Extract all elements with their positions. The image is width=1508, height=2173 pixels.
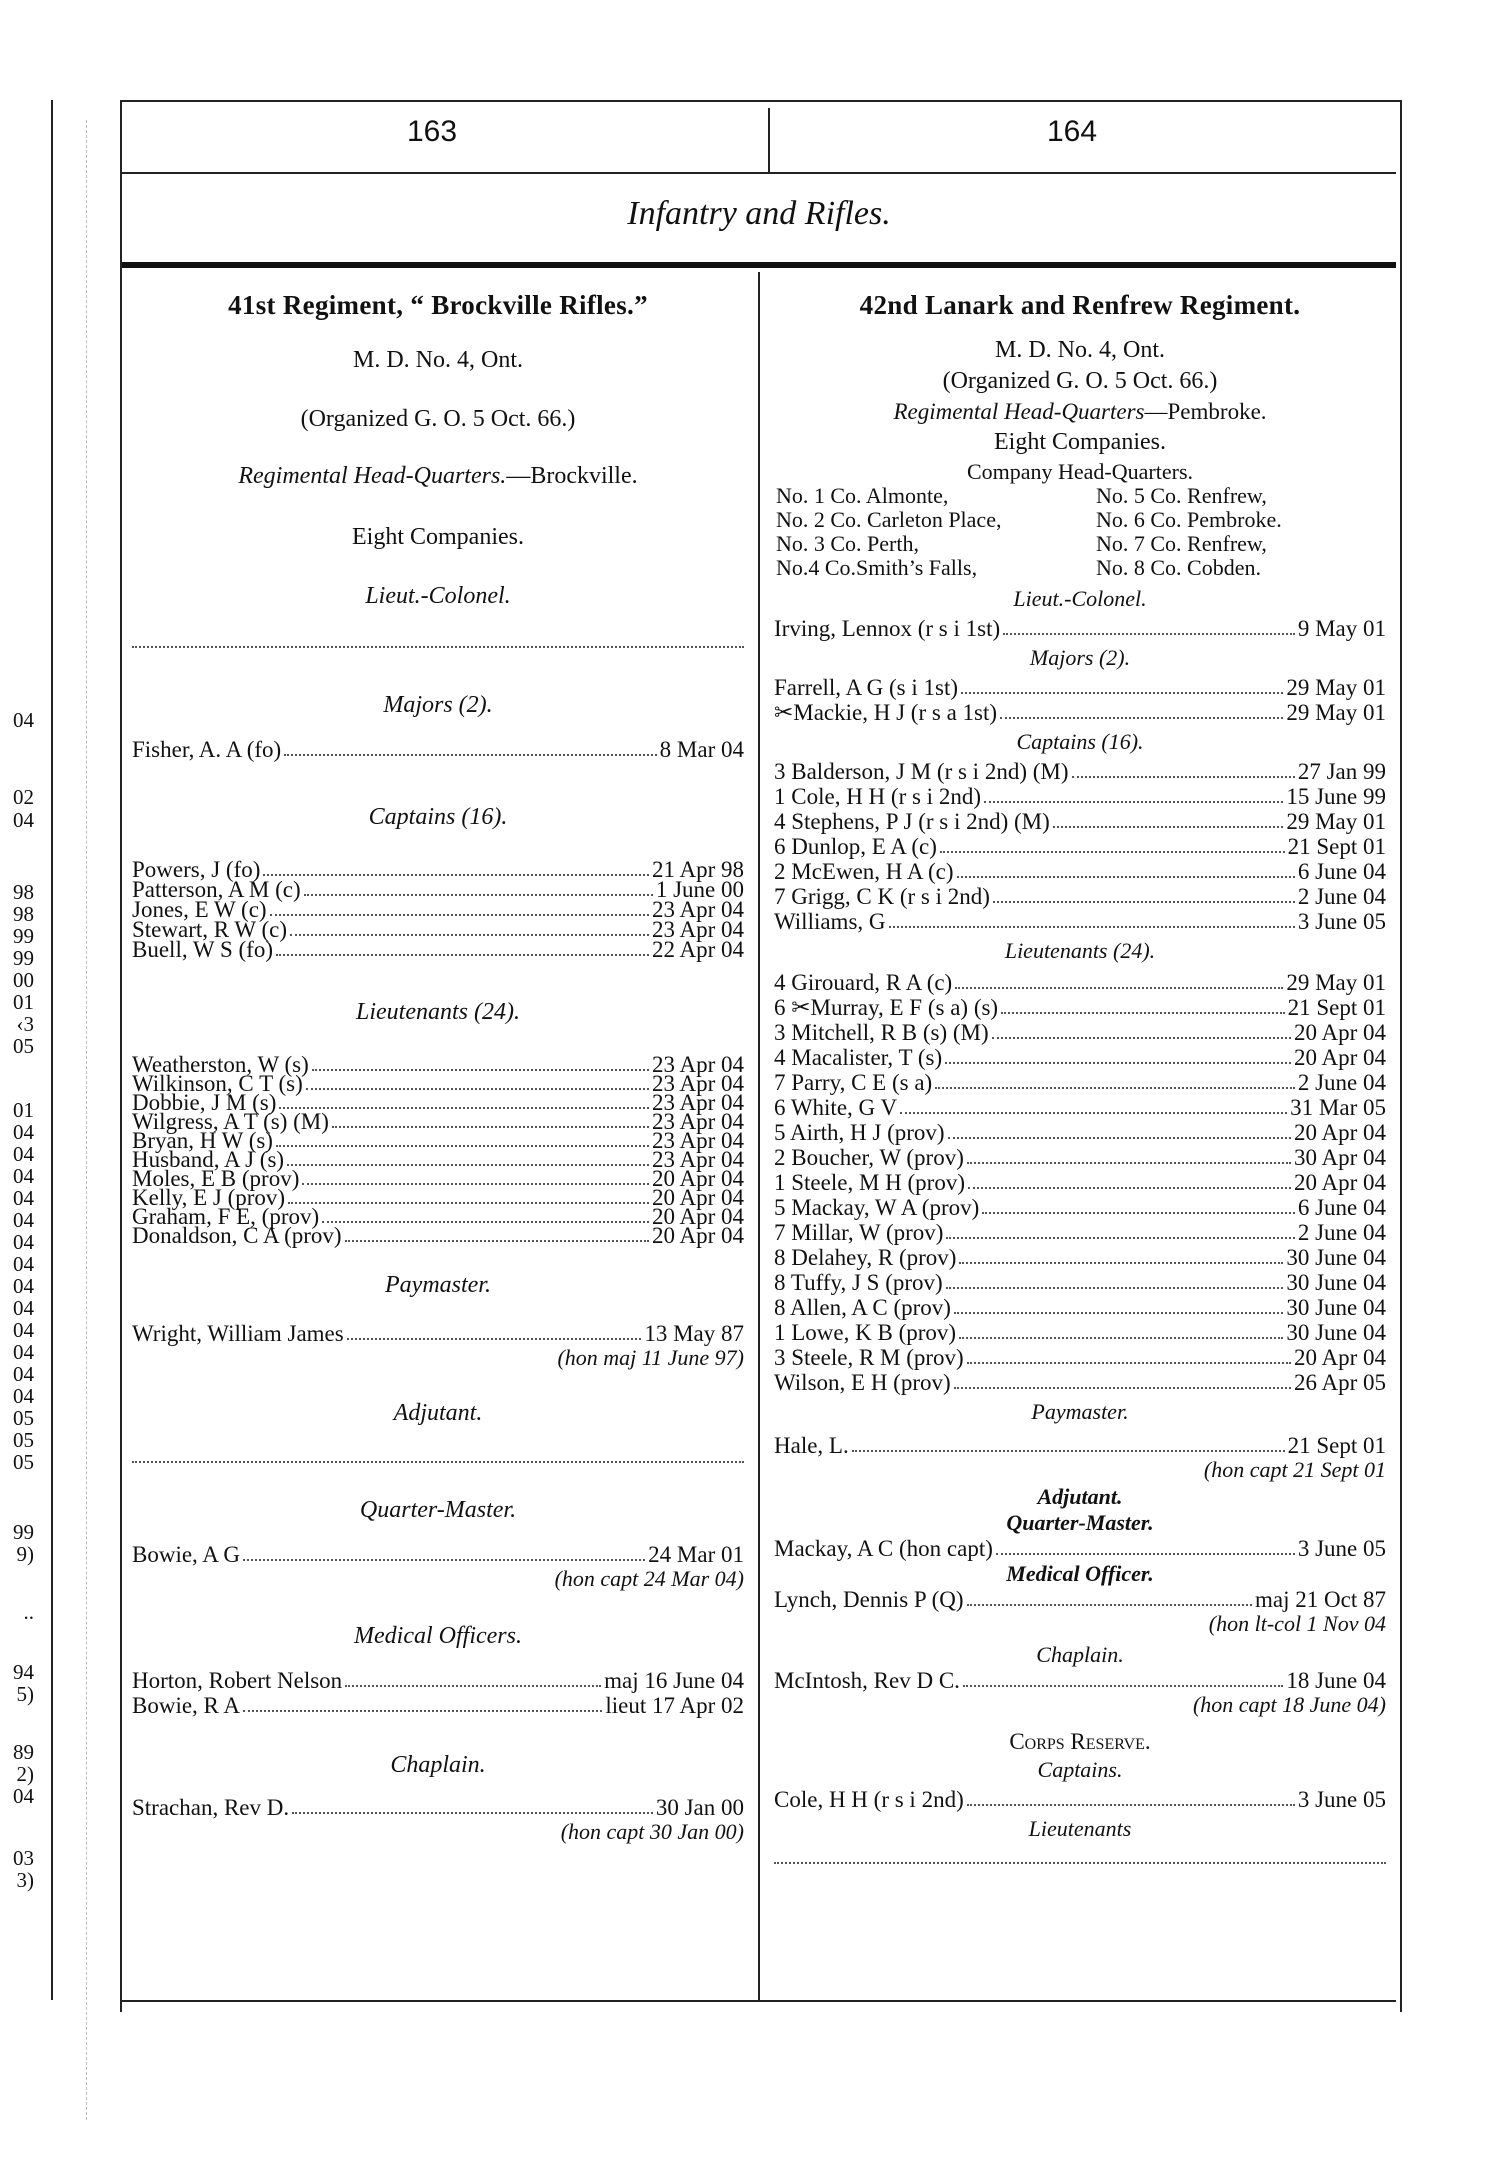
- entry-name: Irving, Lennox (r s i 1st): [774, 616, 1001, 641]
- previous-page-number: 04: [13, 708, 34, 732]
- entry-date: 30 June 04: [1286, 1320, 1386, 1345]
- previous-page-number: 03: [13, 1846, 34, 1870]
- entry-note: (hon capt 30 Jan 00): [560, 1819, 744, 1844]
- entry-date: 31 Mar 05: [1290, 1095, 1386, 1120]
- chaplain-entry: [774, 1668, 1386, 1717]
- entry-date: 23 Apr 04: [652, 1052, 744, 1077]
- entry-name: 7 Millar, W (prov): [774, 1220, 944, 1245]
- officer-entry: [774, 834, 1386, 859]
- entry-name: 1 Lowe, K B (prov): [774, 1320, 957, 1345]
- entry-name: Graham, F E, (prov): [132, 1204, 320, 1229]
- officer-entry: [774, 884, 1386, 909]
- entry-name: Wilson, E H (prov): [774, 1370, 951, 1395]
- entry-name: Wright, William James: [132, 1321, 344, 1346]
- hq-label: Regimental Head-Quarters.: [238, 463, 507, 489]
- entry-name: 3 Mitchell, R B (s) (M): [774, 1020, 989, 1045]
- entry-date: 3 June 05: [1297, 1787, 1386, 1812]
- entry-name: Wilkinson, C T (s): [132, 1071, 303, 1096]
- majors-list: [132, 737, 744, 762]
- officer-entry: [774, 1095, 1386, 1120]
- previous-page-number: 94: [13, 1660, 34, 1684]
- entry-name: 7 Parry, C E (s a): [774, 1070, 933, 1095]
- entry-name: 3 Balderson, J M (r s i 2nd) (M): [774, 759, 1069, 784]
- entry-name: Donaldson, C A (prov): [132, 1223, 342, 1248]
- entry-date: 30 June 04: [1286, 1270, 1386, 1295]
- reserve-captains-heading: Captains.: [1037, 1757, 1123, 1782]
- entry-date: 20 Apr 04: [1294, 1170, 1386, 1195]
- company-location: No. 1 Co. Almonte,: [776, 483, 949, 508]
- entry-date: 23 Apr 04: [652, 1071, 744, 1096]
- entry-date: 18 June 04: [1286, 1668, 1386, 1693]
- company-hq-list: [774, 484, 1386, 580]
- entry-date: 27 Jan 99: [1297, 759, 1386, 784]
- previous-page-number: 05: [13, 1406, 34, 1430]
- previous-page-number: 01: [13, 990, 34, 1014]
- officer-entry: [132, 1693, 744, 1718]
- chaplain-heading: Chaplain.: [390, 1752, 486, 1778]
- officer-entry: [774, 784, 1386, 809]
- entry-note: (hon capt 24 Mar 04): [554, 1566, 744, 1591]
- entry-name: 7 Grigg, C K (r s i 2nd): [774, 884, 990, 909]
- adjutant-heading: Adjutant.: [393, 1400, 483, 1426]
- entry-date: 20 Apr 04: [652, 1204, 744, 1229]
- entry-date: 20 Apr 04: [1294, 1120, 1386, 1145]
- previous-page-number: 04: [13, 1252, 34, 1276]
- entry-name: Farrell, A G (s i 1st): [774, 675, 958, 700]
- entry-name: 4 Macalister, T (s): [774, 1045, 943, 1070]
- chaplain-heading: Chaplain.: [1036, 1642, 1124, 1667]
- medical-heading: Medical Officer.: [1006, 1561, 1154, 1586]
- military-district: M. D. No. 4, Ont.: [994, 337, 1165, 363]
- officer-entry: [774, 1070, 1386, 1095]
- previous-page-number: ‹3: [16, 1012, 34, 1036]
- regiment-title: 41st Regiment, “ Brockville Rifles.”: [228, 290, 648, 320]
- company-location: No. 2 Co. Carleton Place,: [776, 507, 1002, 532]
- margin-line: [86, 120, 88, 2120]
- officer-entry: [132, 937, 744, 962]
- entry-date: 21 Sept 01: [1287, 995, 1386, 1020]
- entry-name: 8 Allen, A C (prov): [774, 1295, 951, 1320]
- entry-date: 21 Apr 98: [652, 857, 744, 882]
- military-district: M. D. No. 4, Ont.: [352, 347, 523, 373]
- entry-date: 20 Apr 04: [652, 1185, 744, 1210]
- lieutenants-heading: Lieutenants (24).: [1004, 938, 1156, 963]
- adjutant-heading: Adjutant.: [1037, 1484, 1123, 1509]
- entry-note: (hon capt 21 Sept 01: [1203, 1457, 1386, 1482]
- entry-date: 6 June 04: [1297, 1195, 1386, 1220]
- medical-list: [132, 1668, 744, 1718]
- majors-list: [774, 675, 1386, 725]
- officer-entry: [774, 1295, 1386, 1320]
- company-hq-line: [776, 508, 1386, 532]
- captains-heading: Captains (16).: [1016, 729, 1144, 754]
- regiment-42nd-column: [774, 288, 1386, 1864]
- captains-list: [132, 857, 744, 962]
- organized-order: (Organized G. O. 5 Oct. 66.): [942, 368, 1218, 394]
- hq-label: Regimental Head-Quarters: [893, 399, 1145, 424]
- medical-entry: [774, 1587, 1386, 1636]
- entry-name: Buell, W S (fo): [132, 937, 273, 962]
- officer-entry: [774, 675, 1386, 700]
- captains-heading: Captains (16).: [368, 804, 508, 830]
- entry-date: 20 Apr 04: [1294, 1045, 1386, 1070]
- entry-name: Bryan, H W (s): [132, 1128, 273, 1153]
- entry-date: lieut 17 Apr 02: [605, 1693, 744, 1718]
- previous-page-number: 05: [13, 1450, 34, 1474]
- previous-page-number: 02: [13, 785, 34, 809]
- lt-col-heading: Lieut.-Colonel.: [1013, 586, 1147, 611]
- reserve-lieutenants-heading: Lieutenants: [1028, 1816, 1132, 1841]
- paymaster-entry: [774, 1433, 1386, 1482]
- officer-entry: [774, 1345, 1386, 1370]
- entry-date: 20 Apr 04: [1294, 1020, 1386, 1045]
- company-hq-heading: Company Head-Quarters.: [966, 459, 1194, 484]
- majors-heading: Majors (2).: [1029, 645, 1131, 670]
- previous-page-number: 04: [13, 1164, 34, 1188]
- entry-date: 13 May 87: [644, 1321, 744, 1346]
- company-location: No. 5 Co. Renfrew,: [1096, 483, 1267, 508]
- previous-page-rule: [51, 100, 53, 2000]
- entry-name: Powers, J (fo): [132, 857, 261, 882]
- regiment-41st-column: [132, 288, 744, 1844]
- title-rule: [122, 262, 1396, 268]
- officer-entry: [774, 700, 1386, 725]
- previous-page-number: 99: [13, 1520, 34, 1544]
- entry-date: 9 May 01: [1297, 616, 1386, 641]
- previous-page-number: 98: [13, 880, 34, 904]
- entry-date: 30 June 04: [1286, 1245, 1386, 1270]
- entry-name: Bowie, A G: [132, 1542, 240, 1567]
- previous-page-number: 89: [13, 1740, 34, 1764]
- previous-page-number: 04: [13, 1784, 34, 1808]
- previous-page-number: 04: [13, 1296, 34, 1320]
- previous-page-number: 05: [13, 1034, 34, 1058]
- officer-entry: [774, 909, 1386, 934]
- entry-date: 6 June 04: [1297, 859, 1386, 884]
- entry-name: ✂Mackie, H J (r s a 1st): [774, 700, 998, 725]
- entry-date: 30 June 04: [1286, 1295, 1386, 1320]
- qm-heading: Quarter-Master.: [1006, 1510, 1154, 1535]
- companies-count: Eight Companies.: [994, 429, 1166, 455]
- lt-col-heading: Lieut.-Colonel.: [365, 583, 511, 609]
- entry-name: Bowie, R A: [132, 1693, 240, 1718]
- previous-page-number: 98: [13, 902, 34, 926]
- hq-value: —Pembroke.: [1144, 399, 1267, 424]
- entry-date: 3 June 05: [1297, 1536, 1386, 1561]
- entry-note: (hon capt 18 June 04): [1192, 1692, 1386, 1717]
- company-location: No.4 Co.Smith’s Falls,: [776, 555, 978, 580]
- entry-date: 26 Apr 05: [1294, 1370, 1386, 1395]
- entry-name: Patterson, A M (c): [132, 877, 301, 902]
- entry-name: 8 Delahey, R (prov): [774, 1245, 957, 1270]
- entry-date: 23 Apr 04: [652, 897, 744, 922]
- company-location: No. 6 Co. Pembroke.: [1096, 507, 1282, 532]
- company-location: No. 7 Co. Renfrew,: [1096, 531, 1267, 556]
- entry-name: Horton, Robert Nelson: [132, 1668, 343, 1693]
- page-number-right: 164: [1047, 115, 1098, 148]
- entry-name: Fisher, A. A (fo): [132, 737, 282, 762]
- entry-name: 2 McEwen, H A (c): [774, 859, 954, 884]
- entry-date: maj 16 June 04: [604, 1668, 744, 1693]
- vacant-entry: [132, 1449, 744, 1463]
- officer-entry: [774, 1220, 1386, 1245]
- entry-name: McIntosh, Rev D C.: [774, 1668, 960, 1693]
- entry-name: 8 Tuffy, J S (prov): [774, 1270, 943, 1295]
- entry-name: 6 Dunlop, E A (c): [774, 834, 937, 859]
- entry-name: 3 Steele, R M (prov): [774, 1345, 964, 1370]
- entry-date: 23 Apr 04: [652, 1090, 744, 1115]
- captains-list: [774, 759, 1386, 934]
- previous-page-number: 04: [13, 1230, 34, 1254]
- entry-date: 20 Apr 04: [1294, 1345, 1386, 1370]
- previous-page-number: 04: [13, 1274, 34, 1298]
- entry-name: Jones, E W (c): [132, 897, 267, 922]
- entry-name: Dobbie, J M (s): [132, 1090, 277, 1115]
- previous-page-number: 04: [13, 1362, 34, 1386]
- entry-date: 23 Apr 04: [652, 1109, 744, 1134]
- lt-col-list: [774, 616, 1386, 641]
- entry-name: 6 ✂Murray, E F (s a) (s): [774, 995, 999, 1020]
- regimental-hq: [132, 463, 744, 490]
- entry-name: 1 Cole, H H (r s i 2nd): [774, 784, 981, 809]
- company-hq-line: [776, 484, 1386, 508]
- section-title: Infantry and Rifles.: [627, 195, 891, 232]
- entry-name: 5 Mackay, W A (prov): [774, 1195, 980, 1220]
- entry-name: Wilgress, A T (s) (M): [132, 1109, 329, 1134]
- entry-date: 20 Apr 04: [652, 1166, 744, 1191]
- entry-name: Cole, H H (r s i 2nd): [774, 1787, 964, 1812]
- regiment-title: 42nd Lanark and Renfrew Regiment.: [859, 290, 1301, 320]
- header-rule: [122, 172, 1396, 174]
- officer-entry: [774, 859, 1386, 884]
- paymaster-heading: Paymaster.: [1031, 1399, 1129, 1424]
- company-location: No. 3 Co. Perth,: [776, 531, 919, 556]
- entry-date: 8 Mar 04: [659, 737, 744, 762]
- entry-name: Kelly, E J (prov): [132, 1185, 286, 1210]
- entry-date: 30 Apr 04: [1294, 1145, 1386, 1170]
- entry-name: Strachan, Rev D.: [132, 1795, 290, 1820]
- officer-entry: [774, 1320, 1386, 1345]
- entry-date: 23 Apr 04: [652, 1128, 744, 1153]
- entry-date: 22 Apr 04: [652, 937, 744, 962]
- qm-entry: [774, 1536, 1386, 1561]
- previous-page-number: 01: [13, 1098, 34, 1122]
- regimental-hq: [774, 399, 1386, 425]
- bottom-rule: [122, 2000, 1396, 2002]
- entry-name: Moles, E B (prov): [132, 1166, 300, 1191]
- previous-page-number: 04: [13, 808, 34, 832]
- entry-date: 15 June 99: [1286, 784, 1386, 809]
- previous-page-number: 04: [13, 1384, 34, 1408]
- entry-date: 3 June 05: [1297, 909, 1386, 934]
- previous-page-number: ..: [23, 1600, 34, 1624]
- previous-page-number: 99: [13, 946, 34, 970]
- entry-date: 30 Jan 00: [655, 1795, 744, 1820]
- company-location: No. 8 Co. Cobden.: [1096, 555, 1261, 580]
- column-divider: [758, 272, 760, 2002]
- officer-entry: [774, 1020, 1386, 1045]
- lieutenants-list: [774, 970, 1386, 1395]
- entry-name: Husband, A J (s): [132, 1147, 285, 1172]
- entry-name: Mackay, A C (hon capt): [774, 1536, 993, 1561]
- entry-date: 23 Apr 04: [652, 1147, 744, 1172]
- previous-page-number: 5): [16, 1682, 34, 1706]
- entry-name: Weatherston, W (s): [132, 1052, 309, 1077]
- officer-entry: [132, 1223, 744, 1248]
- qm-heading: Quarter-Master.: [359, 1497, 517, 1523]
- paymaster-entry: [132, 1321, 744, 1370]
- entry-date: 1 June 00: [655, 877, 744, 902]
- officer-entry: [774, 1245, 1386, 1270]
- officer-entry: [132, 737, 744, 762]
- medical-heading: Medical Officers.: [354, 1623, 522, 1649]
- previous-page-number: 04: [13, 1318, 34, 1342]
- entry-date: 2 June 04: [1297, 1220, 1386, 1245]
- lieutenants-heading: Lieutenants (24).: [356, 999, 520, 1025]
- qm-entry: [132, 1542, 744, 1591]
- entry-date: 21 Sept 01: [1287, 834, 1386, 859]
- entry-note: (hon lt-col 1 Nov 04: [1208, 1611, 1386, 1636]
- entry-name: 4 Stephens, P J (r s i 2nd) (M): [774, 809, 1050, 834]
- header-divider: [768, 108, 770, 174]
- previous-page-number: 2): [16, 1762, 34, 1786]
- corps-reserve-heading: Corps Reserve.: [1009, 1729, 1151, 1754]
- previous-page-number: 04: [13, 1208, 34, 1232]
- previous-page-number: 05: [13, 1428, 34, 1452]
- officer-entry: [774, 616, 1386, 641]
- officer-entry: [774, 995, 1386, 1020]
- previous-page-number: 04: [13, 1120, 34, 1144]
- officer-entry: [774, 1120, 1386, 1145]
- previous-page-fragment: [0, 0, 50, 2060]
- officer-entry: [132, 1668, 744, 1693]
- entry-name: 6 White, G V: [774, 1095, 898, 1120]
- previous-page-number: 99: [13, 924, 34, 948]
- paymaster-heading: Paymaster.: [385, 1272, 491, 1298]
- company-hq-line: [776, 532, 1386, 556]
- entry-date: 29 May 01: [1286, 970, 1386, 995]
- hq-value: —Brockville.: [506, 463, 638, 489]
- officer-entry: [774, 1270, 1386, 1295]
- entry-date: maj 21 Oct 87: [1255, 1587, 1386, 1612]
- previous-page-number: 00: [13, 968, 34, 992]
- officer-entry: [774, 1145, 1386, 1170]
- entry-date: 20 Apr 04: [652, 1223, 744, 1248]
- previous-page-number: 9): [16, 1542, 34, 1566]
- officer-entry: [774, 1370, 1386, 1395]
- entry-name: 1 Steele, M H (prov): [774, 1170, 965, 1195]
- entry-name: 2 Boucher, W (prov): [774, 1145, 964, 1170]
- majors-heading: Majors (2).: [383, 692, 493, 718]
- officer-entry: [774, 970, 1386, 995]
- previous-page-number: 04: [13, 1340, 34, 1364]
- vacant-entry: [774, 1850, 1386, 1864]
- entry-date: 23 Apr 04: [652, 917, 744, 942]
- entry-name: 5 Airth, H J (prov): [774, 1120, 945, 1145]
- entry-date: 29 May 01: [1286, 675, 1386, 700]
- entry-date: 21 Sept 01: [1287, 1433, 1386, 1458]
- entry-date: 2 June 04: [1297, 1070, 1386, 1095]
- entry-name: Stewart, R W (c): [132, 917, 288, 942]
- lieutenants-list: [132, 1052, 744, 1248]
- companies-count: Eight Companies.: [352, 524, 524, 550]
- officer-entry: [774, 1195, 1386, 1220]
- entry-name: Williams, G: [774, 909, 886, 934]
- officer-entry: [774, 759, 1386, 784]
- page-number-left: 163: [407, 115, 458, 148]
- officer-entry: [774, 1787, 1386, 1812]
- entry-date: 2 June 04: [1297, 884, 1386, 909]
- previous-page-number: 04: [13, 1142, 34, 1166]
- entry-date: 29 May 01: [1286, 809, 1386, 834]
- vacant-entry: [132, 634, 744, 648]
- officer-entry: [774, 1045, 1386, 1070]
- reserve-captains-list: [774, 1787, 1386, 1812]
- page-header: [122, 115, 1396, 165]
- officer-entry: [774, 1170, 1386, 1195]
- entry-name: 4 Girouard, R A (c): [774, 970, 953, 995]
- chaplain-entry: [132, 1795, 744, 1844]
- organized-order: (Organized G. O. 5 Oct. 66.): [300, 406, 576, 432]
- entry-name: Hale, L.: [774, 1433, 849, 1458]
- entry-note: (hon maj 11 June 97): [557, 1345, 744, 1370]
- entry-date: 24 Mar 01: [648, 1542, 744, 1567]
- company-hq-line: [776, 556, 1386, 580]
- previous-page-number: 04: [13, 1186, 34, 1210]
- officer-entry: [774, 809, 1386, 834]
- entry-name: Lynch, Dennis P (Q): [774, 1587, 964, 1612]
- previous-page-number: 3): [16, 1868, 34, 1892]
- entry-date: 29 May 01: [1286, 700, 1386, 725]
